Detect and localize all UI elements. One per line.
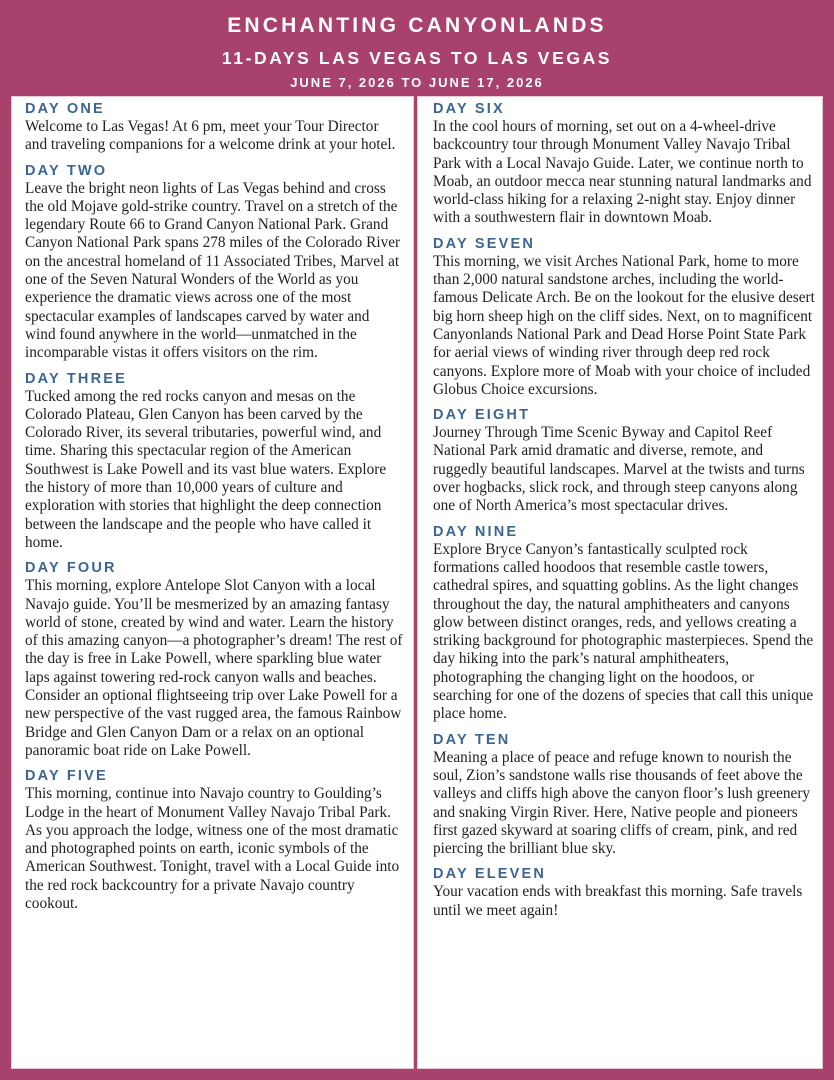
day-eleven-section <box>433 866 816 920</box>
day-heading: DAY THREE <box>25 370 127 387</box>
day-seven-section <box>433 236 816 399</box>
day-five-section <box>25 768 403 913</box>
itinerary-right-column <box>418 97 822 1068</box>
itinerary-left-column <box>12 97 413 1068</box>
day-description: Your vacation ends with breakfast this morning. Safe travels until we meet again! <box>433 883 803 919</box>
day-nine-section <box>433 524 816 724</box>
day-description: This morning, continue into Navajo country to Goulding’s Lodge in the heart of Monument Valley Navajo Tribal Park. As you approach the lodge, witness one of the most dramatic and photographed points on earth, iconic symbols of the American Southwest. Tonight, travel with a Local Guide into the red rock backcountry for a private Navajo country cookout. <box>25 785 400 912</box>
page-title: ENCHANTING CANYONLANDS <box>227 14 607 37</box>
day-six-section <box>433 101 816 228</box>
day-description: Tucked among the red rocks canyon and mesas on the Colorado Plateau, Glen Canyon has been carved by the Colorado River, its several tributaries, powerful wind, and time. Sharing this spectacular region of the American Southwest is Lake Powell and its vast blue waters. Explore the history of more than 10,000 years of culture and exploration with stories that highlight the deep connection between the landscape and the people who have called it home. <box>25 387 387 551</box>
day-three-section <box>25 371 403 553</box>
trip-subtitle: 11-DAYS LAS VEGAS TO LAS VEGAS <box>221 48 613 68</box>
trip-dates: JUNE 7, 2026 TO JUNE 17, 2026 <box>290 75 544 90</box>
day-eight-section <box>433 407 816 515</box>
day-description: Meaning a place of peace and refuge known to nourish the soul, Zion’s sandstone walls rise thousands of feet above the valleys and cliffs high above the canyon floor’s lush greenery and snaking Virgin River. Here, Native people and pioneers first gazed skyward at soaring cliffs of cream, pink, and red piercing the brilliant blue sky. <box>433 748 811 858</box>
day-heading: DAY SEVEN <box>433 235 536 252</box>
day-one-section <box>25 101 403 155</box>
day-description: This morning, explore Antelope Slot Canyon with a local Navajo guide. You’ll be mesmerized by an amazing fantasy world of stone, created by wind and water. Learn the history of this amazing canyon—a photographer’s dream! The rest of the day is free in Lake Powell, where sparkling blue water laps against towering red-rock canyon walls and beaches. Consider an optional flightseeing trip over Lake Powell for a new perspective of the vast rugged area, the famous Rainbow Bridge and Glen Canyon Dam or a relax on an optional panoramic boat ride on Lake Powell. <box>25 577 403 759</box>
itinerary-header <box>0 0 834 97</box>
day-heading: DAY SIX <box>433 101 505 117</box>
day-heading: DAY ELEVEN <box>433 866 547 883</box>
day-description: Leave the bright neon lights of Las Vegas behind and cross the old Mojave gold-strike country. Travel on a stretch of the legendary Route 66 to Grand Canyon National Park. Grand Canyon National Park spans 278 miles of the Colorado River on the ancestral homeland of 11 Associated Tribes, Marvel at one of the Seven Natural Wonders of the World as you experience the dramatic views across one of the most spectacular examples of landscapes carved by water and wind found anywhere in the world—unmatched in the incomparable vistas it offers visitors on the rim. <box>25 179 401 362</box>
day-description: In the cool hours of morning, set out on a 4-wheel-drive backcountry tour through Monument Valley Navajo Tribal Park with a Local Navajo Guide. Later, we continue north to Moab, an outdoor mecca near stunning natural landmarks and world-class hiking for a relaxing 2-night stay. Enjoy dinner with a southwestern flair in downtown Moab. <box>433 118 812 227</box>
day-ten-section <box>433 732 816 859</box>
day-two-section <box>25 163 403 363</box>
day-description: Journey Through Time Scenic Byway and Capitol Reef National Park amid dramatic and diverse, remote, and ruggedly beautiful landscapes. Marvel at the twists and turns over hogbacks, slick rock, and through steep canyons along one of North America’s most spectacular drives. <box>433 424 805 515</box>
day-four-section <box>25 560 403 760</box>
day-heading: DAY NINE <box>433 523 519 540</box>
day-heading: DAY FOUR <box>25 560 117 577</box>
day-heading: DAY ONE <box>25 101 105 117</box>
day-heading: DAY TEN <box>433 731 511 748</box>
day-heading: DAY EIGHT <box>433 407 531 424</box>
day-heading: DAY FIVE <box>25 768 108 785</box>
day-description: This morning, we visit Arches National Park, home to more than 2,000 natural sandstone arches, including the world-famous Delicate Arch. Be on the lookout for the elusive desert big horn sheep high on the cliff sides. Next, on to magnificent Canyonlands National Park and Dead Horse Point State Park for aerial views of winding river through deep red rock canyons. Explore more of Moab with your choice of included Globus Choice excursions. <box>433 252 815 398</box>
day-heading: DAY TWO <box>25 162 108 179</box>
day-description: Welcome to Las Vegas! At 6 pm, meet your Tour Director and traveling companions for a welcome drink at your hotel. <box>25 118 396 154</box>
day-description: Explore Bryce Canyon’s fantastically sculpted rock formations called hoodoos that resemble castle towers, cathedral spires, and squatting goblins. As the light changes throughout the day, the natural amphitheaters and canyons glow between distinct oranges, reds, and yellows creating a striking background for photographic masterpieces. Spend the day hiking into the park’s natural amphitheaters, photographing the changing light on the hoodoos, or searching for one of the dozens of species that call this unique place home. <box>433 540 814 723</box>
